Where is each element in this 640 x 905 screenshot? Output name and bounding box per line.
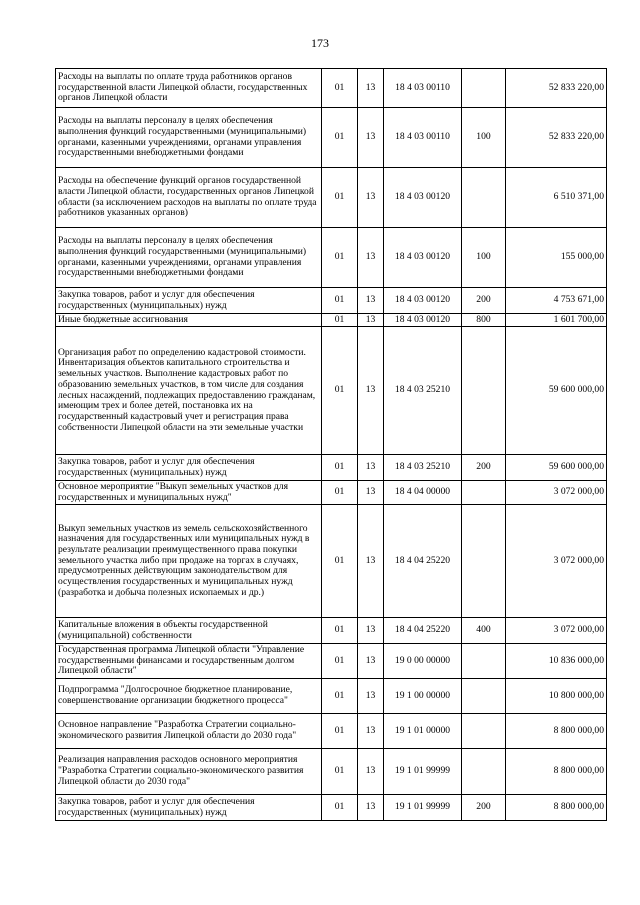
row-expense-type-cell xyxy=(462,69,506,108)
row-name-cell: Закупка товаров, работ и услуг для обеспечения государственных (муниципальных) нужд xyxy=(56,455,322,481)
row-expense-type-cell xyxy=(462,749,506,795)
row-name-cell: Государственная программа Липецкой области "Управление государственными финансами и государственным долгом Липецкой области" xyxy=(56,644,322,679)
row-amount-cell: 155 000,00 xyxy=(506,228,607,288)
row-target-cell: 18 4 03 00120 xyxy=(384,168,462,228)
row-section-cell: 13 xyxy=(358,168,384,228)
row-name-cell: Основное направление "Разработка Стратегии социально-экономического развития Липецкой области до 2030 года" xyxy=(56,714,322,749)
table-row xyxy=(56,327,607,455)
row-name-cell: Иные бюджетные ассигнования xyxy=(56,314,322,327)
row-section-cell: 13 xyxy=(358,327,384,455)
row-expense-type-cell: 100 xyxy=(462,108,506,168)
row-name-cell: Реализация направления расходов основного мероприятия "Разработка Стратегии социально-экономического развития Липецкой области до 2030 года" xyxy=(56,749,322,795)
budget-table xyxy=(55,68,607,821)
row-ministry-cell: 01 xyxy=(322,69,358,108)
row-expense-type-cell: 200 xyxy=(462,795,506,821)
row-name-cell: Основное мероприятие "Выкуп земельных участков для государственных и муниципальных нужд" xyxy=(56,481,322,505)
row-ministry-cell: 01 xyxy=(322,714,358,749)
page-number: 173 xyxy=(311,36,329,50)
row-target-cell: 18 4 03 00110 xyxy=(384,69,462,108)
row-amount-cell: 1 601 700,00 xyxy=(506,314,607,327)
row-amount-cell: 10 836 000,00 xyxy=(506,644,607,679)
row-target-cell: 19 1 01 99999 xyxy=(384,749,462,795)
row-expense-type-cell xyxy=(462,505,506,618)
row-amount-cell: 52 833 220,00 xyxy=(506,69,607,108)
table-row xyxy=(56,288,607,314)
row-ministry-cell: 01 xyxy=(322,228,358,288)
row-name-cell: Расходы на выплаты персоналу в целях обеспечения выполнения функций государственными (муниципальными) органами, казенными учреждениями, органами управления государственными внебюджетными фондами xyxy=(56,228,322,288)
row-amount-cell: 3 072 000,00 xyxy=(506,618,607,644)
row-ministry-cell: 01 xyxy=(322,314,358,327)
row-ministry-cell: 01 xyxy=(322,644,358,679)
row-expense-type-cell: 200 xyxy=(462,288,506,314)
row-section-cell: 13 xyxy=(358,314,384,327)
row-name-cell: Подпрограмма "Долгосрочное бюджетное планирование, совершенствование организации бюджетного процесса" xyxy=(56,679,322,714)
row-section-cell: 13 xyxy=(358,795,384,821)
row-target-cell: 18 4 03 25210 xyxy=(384,327,462,455)
row-expense-type-cell: 200 xyxy=(462,455,506,481)
table-row xyxy=(56,168,607,228)
row-ministry-cell: 01 xyxy=(322,505,358,618)
row-name-cell: Расходы на выплаты персоналу в целях обеспечения выполнения функций государственными (муниципальными) органами, казенными учреждениями, органами управления государственными внебюджетными фондами xyxy=(56,108,322,168)
row-target-cell: 18 4 03 00110 xyxy=(384,108,462,168)
row-section-cell: 13 xyxy=(358,288,384,314)
row-target-cell: 18 4 04 25220 xyxy=(384,618,462,644)
row-amount-cell: 10 800 000,00 xyxy=(506,679,607,714)
row-amount-cell: 3 072 000,00 xyxy=(506,481,607,505)
row-expense-type-cell xyxy=(462,679,506,714)
row-name-cell: Закупка товаров, работ и услуг для обеспечения государственных (муниципальных) нужд xyxy=(56,288,322,314)
row-amount-cell: 8 800 000,00 xyxy=(506,795,607,821)
row-ministry-cell: 01 xyxy=(322,168,358,228)
row-section-cell: 13 xyxy=(358,481,384,505)
table-row xyxy=(56,505,607,618)
row-expense-type-cell xyxy=(462,327,506,455)
row-section-cell: 13 xyxy=(358,749,384,795)
row-expense-type-cell: 100 xyxy=(462,228,506,288)
row-target-cell: 19 1 01 00000 xyxy=(384,714,462,749)
row-amount-cell: 8 800 000,00 xyxy=(506,714,607,749)
table-row xyxy=(56,714,607,749)
row-name-cell: Закупка товаров, работ и услуг для обеспечения государственных (муниципальных) нужд xyxy=(56,795,322,821)
row-ministry-cell: 01 xyxy=(322,288,358,314)
row-amount-cell: 52 833 220,00 xyxy=(506,108,607,168)
row-section-cell: 13 xyxy=(358,455,384,481)
table-row xyxy=(56,644,607,679)
row-target-cell: 19 0 00 00000 xyxy=(384,644,462,679)
row-name-cell: Расходы на обеспечение функций органов государственной власти Липецкой области, государственных органов Липецкой области (за исключением расходов на выплаты по оплате труда работников указанных органов) xyxy=(56,168,322,228)
table-row xyxy=(56,228,607,288)
row-ministry-cell: 01 xyxy=(322,108,358,168)
table-row xyxy=(56,749,607,795)
table-row xyxy=(56,108,607,168)
row-expense-type-cell xyxy=(462,481,506,505)
row-target-cell: 18 4 03 25210 xyxy=(384,455,462,481)
row-amount-cell: 4 753 671,00 xyxy=(506,288,607,314)
row-target-cell: 18 4 03 00120 xyxy=(384,314,462,327)
row-target-cell: 18 4 03 00120 xyxy=(384,288,462,314)
table-row xyxy=(56,618,607,644)
row-target-cell: 18 4 03 00120 xyxy=(384,228,462,288)
row-expense-type-cell xyxy=(462,714,506,749)
row-expense-type-cell: 800 xyxy=(462,314,506,327)
row-ministry-cell: 01 xyxy=(322,679,358,714)
row-ministry-cell: 01 xyxy=(322,455,358,481)
row-expense-type-cell: 400 xyxy=(462,618,506,644)
row-target-cell: 19 1 01 99999 xyxy=(384,795,462,821)
row-amount-cell: 59 600 000,00 xyxy=(506,327,607,455)
budget-table-body xyxy=(56,69,607,821)
row-ministry-cell: 01 xyxy=(322,795,358,821)
row-expense-type-cell xyxy=(462,644,506,679)
row-section-cell: 13 xyxy=(358,108,384,168)
row-target-cell: 19 1 00 00000 xyxy=(384,679,462,714)
row-ministry-cell: 01 xyxy=(322,749,358,795)
row-section-cell: 13 xyxy=(358,69,384,108)
row-section-cell: 13 xyxy=(358,228,384,288)
row-ministry-cell: 01 xyxy=(322,618,358,644)
row-name-cell: Капитальные вложения в объекты государственной (муниципальной) собственности xyxy=(56,618,322,644)
row-amount-cell: 59 600 000,00 xyxy=(506,455,607,481)
table-row xyxy=(56,481,607,505)
row-name-cell: Расходы на выплаты по оплате труда работников органов государственной власти Липецкой области, государственных органов Липецкой области xyxy=(56,69,322,108)
row-section-cell: 13 xyxy=(358,505,384,618)
row-name-cell: Организация работ по определению кадастровой стоимости. Инвентаризация объектов капитального строительства и земельных участков. Выполнение кадастровых работ по образованию земельных участков, в том числе для создания лесных насаждений, подлежащих предоставлению гражданам, имеющим трех и более детей, постановка их на государственный кадастровый учет и регистрация права собственности Липецкой области на эти земельные участки xyxy=(56,327,322,455)
table-row xyxy=(56,314,607,327)
table-row xyxy=(56,679,607,714)
row-expense-type-cell xyxy=(462,168,506,228)
table-row xyxy=(56,69,607,108)
table-row xyxy=(56,455,607,481)
row-section-cell: 13 xyxy=(358,644,384,679)
row-ministry-cell: 01 xyxy=(322,327,358,455)
table-row xyxy=(56,795,607,821)
row-amount-cell: 6 510 371,00 xyxy=(506,168,607,228)
row-ministry-cell: 01 xyxy=(322,481,358,505)
row-amount-cell: 3 072 000,00 xyxy=(506,505,607,618)
row-section-cell: 13 xyxy=(358,618,384,644)
row-target-cell: 18 4 04 25220 xyxy=(384,505,462,618)
row-section-cell: 13 xyxy=(358,714,384,749)
row-amount-cell: 8 800 000,00 xyxy=(506,749,607,795)
row-name-cell: Выкуп земельных участков из земель сельскохозяйственного назначения для государственных или муниципальных нужд в результате реализации преимущественного права покупки земельного участка либо при продаже на торгах в случаях, предусмотренных действующим законодательством для осуществления государственных и муниципальных нужд (разработка и добыча полезных ископаемых и др.) xyxy=(56,505,322,618)
row-target-cell: 18 4 04 00000 xyxy=(384,481,462,505)
row-section-cell: 13 xyxy=(358,679,384,714)
